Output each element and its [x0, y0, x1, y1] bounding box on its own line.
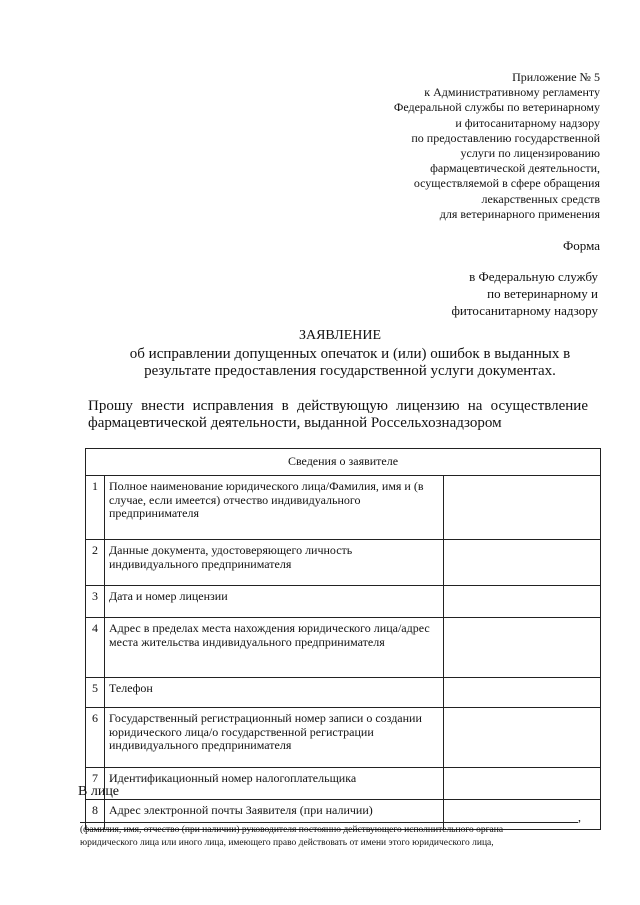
table-row	[86, 540, 601, 586]
row-number: 1	[86, 476, 105, 540]
row-value-field[interactable]	[444, 678, 601, 708]
form-label: Форма	[563, 238, 600, 253]
addressee-line: в Федеральную службу	[469, 269, 598, 284]
note-line-1: (фамилия, имя, отчество (при наличии) руководителя постоянно действующего исполнительного органа	[80, 825, 504, 835]
representative-name-line[interactable]	[80, 822, 578, 823]
table-row	[86, 618, 601, 678]
addressee-line: фитосанитарному надзору	[451, 303, 598, 318]
appendix-line: услуги по лицензированию	[460, 146, 600, 161]
row-label: Государственный регистрационный номер записи о создании юридического лица/о государственной регистрации индивидуального предпринимателя	[105, 708, 444, 768]
table-row	[86, 678, 601, 708]
appendix-line: Приложение № 5	[512, 70, 600, 84]
request-line-2: фармацевтической деятельности, выданной Россельхознадзором	[88, 415, 502, 431]
appendix-line: фармацевтической деятельности,	[430, 161, 600, 176]
applicant-info-table	[85, 448, 601, 830]
appendix-line: и фитосанитарному надзору	[455, 115, 600, 130]
request-paragraph	[88, 398, 588, 432]
row-number: 6	[86, 708, 105, 768]
row-number: 4	[86, 618, 105, 678]
signature-comma: ,	[578, 810, 581, 824]
appendix-line: для ветеринарного применения	[439, 206, 600, 221]
row-value-field[interactable]	[444, 476, 601, 540]
row-label: Полное наименование юридического лица/Фамилия, имя и (в случае, если имеется) отчество индивидуального предпринимателя	[105, 476, 444, 540]
table-row	[86, 476, 601, 540]
request-line-1: Прошу внести исправления в действующую лицензию на осуществление	[88, 398, 588, 414]
table-row	[86, 586, 601, 618]
appendix-line: по предоставлению государственной	[411, 130, 600, 145]
row-value-field[interactable]	[444, 540, 601, 586]
in-person-label: В лице	[78, 784, 120, 799]
row-value-field[interactable]	[444, 586, 601, 618]
row-value-field[interactable]	[444, 708, 601, 768]
row-label: Телефон	[105, 678, 444, 708]
table-row	[86, 768, 601, 800]
row-label: Данные документа, удостоверяющего личность индивидуального предпринимателя	[105, 540, 444, 586]
row-value-field[interactable]	[444, 768, 601, 800]
table-row	[86, 708, 601, 768]
addressee-block	[348, 268, 598, 319]
appendix-line: лекарственных средств	[481, 191, 600, 206]
row-value-field[interactable]	[444, 618, 601, 678]
row-label: Адрес электронной почты Заявителя (при наличии)	[105, 800, 444, 830]
table-header: Сведения о заявителе	[86, 449, 601, 476]
note-line-2: юридического лица или иного лица, имеющего право действовать от имени этого юридического лица,	[80, 838, 494, 848]
addressee-line: по ветеринарному и	[487, 286, 598, 301]
document-title: ЗАЯВЛЕНИЕ	[298, 328, 382, 343]
row-label: Дата и номер лицензии	[105, 586, 444, 618]
appendix-line: осуществляемой в сфере обращения	[413, 176, 600, 191]
row-label: Идентификационный номер налогоплательщика	[105, 768, 444, 800]
appendix-line: к Административному регламенту	[424, 85, 600, 100]
row-number: 7	[86, 768, 105, 800]
document-subtitle: об исправлении допущенных опечаток и (или) ошибок в выданных в результате предоставления государственной услуги документах.	[129, 346, 571, 379]
row-number: 5	[86, 678, 105, 708]
appendix-line: Федеральной службы по ветеринарному	[393, 100, 600, 115]
appendix-block	[320, 70, 600, 222]
representative-note	[80, 824, 580, 850]
row-number: 3	[86, 586, 105, 618]
row-number: 2	[86, 540, 105, 586]
row-number: 8	[86, 800, 105, 830]
row-label: Адрес в пределах места нахождения юридического лица/адрес места жительства индивидуального предпринимателя	[105, 618, 444, 678]
